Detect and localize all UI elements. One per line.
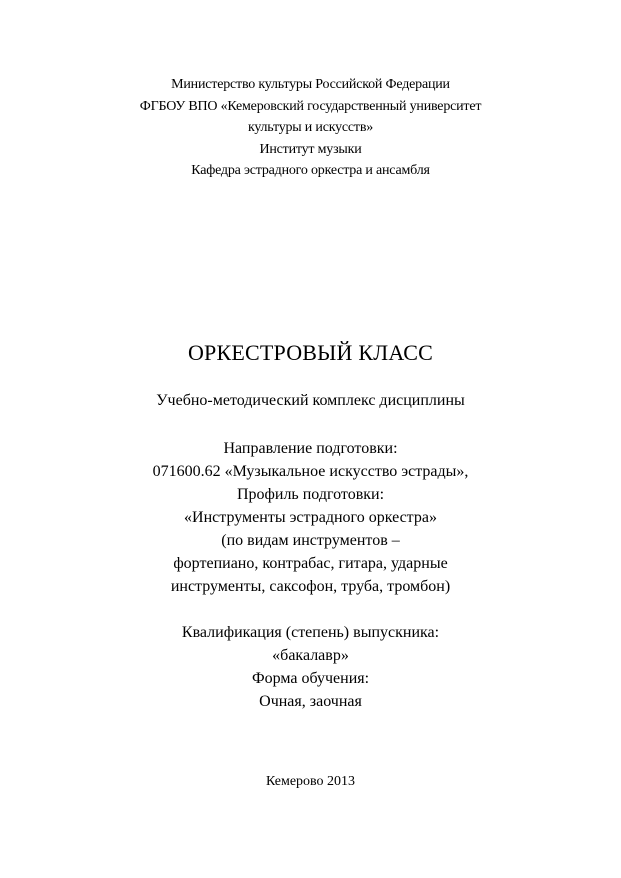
program-instruments-line-3: инструменты, саксофон, труба, тромбон) — [170, 578, 451, 595]
program-profile-value: «Инструменты эстрадного оркестра» — [184, 509, 437, 526]
qualification-block — [0, 621, 621, 713]
study-form-label: Форма обучения: — [251, 670, 370, 687]
program-block — [0, 437, 621, 598]
city-year: Кемерово 2013 — [265, 774, 356, 789]
institute-line: Институт музыки — [259, 141, 362, 157]
university-line: ФГБОУ ВПО «Кемеровский государственный университет — [139, 98, 482, 114]
document-subtitle: Учебно-методический комплекс дисциплины — [156, 392, 465, 409]
institution-header — [0, 74, 621, 182]
document-title: ОРКЕСТРОВЫЙ КЛАСС — [187, 340, 434, 365]
study-form-value: Очная, заочная — [259, 693, 362, 710]
program-profile-label: Профиль подготовки: — [236, 486, 385, 503]
program-instruments-line-1: (по видам инструментов – — [221, 532, 400, 549]
qualification-label: Квалификация (степень) выпускника: — [181, 624, 440, 641]
program-instruments-line-2: фортепиано, контрабас, гитара, ударные — [173, 555, 448, 572]
program-direction-label: Направление подготовки: — [223, 440, 398, 457]
qualification-value: «бакалавр» — [272, 647, 349, 664]
university-line-continued: культуры и искусств» — [247, 120, 374, 135]
program-direction-value: 071600.62 «Музыкальное искусство эстрады», — [152, 463, 469, 480]
ministry-line: Министерство культуры Российской Федерации — [171, 77, 450, 92]
department-line: Кафедра эстрадного оркестра и ансамбля — [191, 163, 430, 178]
